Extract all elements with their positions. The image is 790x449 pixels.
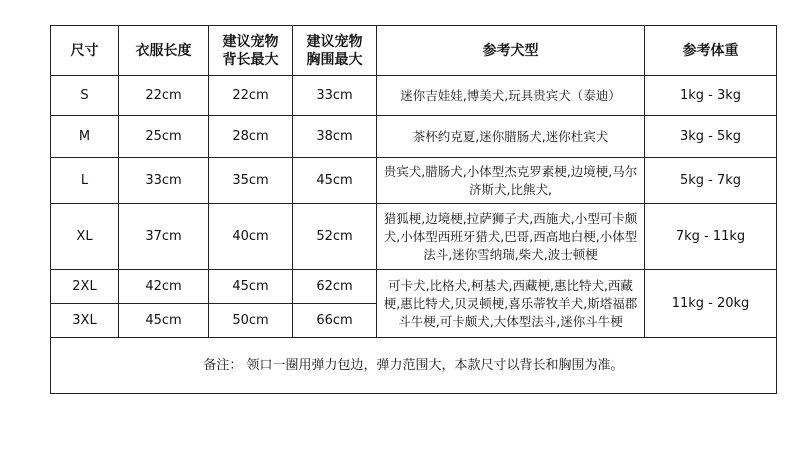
table-row	[51, 204, 777, 270]
header-back-length	[209, 26, 293, 76]
cell-chest: 52cm	[293, 204, 377, 270]
cell-chest: 45cm	[293, 158, 377, 204]
header-chest-line1: 建议宠物	[306, 33, 363, 50]
cell-weight-merged: 11kg - 20kg	[645, 270, 777, 338]
cell-length: 22cm	[119, 76, 209, 116]
cell-size: XL	[51, 204, 119, 270]
header-length: 衣服长度	[119, 26, 209, 76]
table-row	[51, 76, 777, 116]
cell-breed: 迷你吉娃娃,博美犬,玩具贵宾犬（泰迪）	[377, 76, 645, 116]
header-size: 尺寸	[51, 26, 119, 76]
cell-weight: 5kg - 7kg	[645, 158, 777, 204]
header-row	[51, 26, 777, 76]
cell-chest: 66cm	[293, 304, 377, 338]
cell-back: 22cm	[209, 76, 293, 116]
header-chest	[293, 26, 377, 76]
cell-back: 35cm	[209, 158, 293, 204]
cell-back: 45cm	[209, 270, 293, 304]
cell-breed: 贵宾犬,腊肠犬,小体型杰克罗素梗,边境梗,马尔济斯犬,比熊犬,	[377, 158, 645, 204]
cell-size: 2XL	[51, 270, 119, 304]
header-back-line1: 建议宠物	[222, 33, 279, 50]
cell-weight: 1kg - 3kg	[645, 76, 777, 116]
note-text: 备注： 领口一圈用弹力包边，弹力范围大，本款尺寸以背长和胸围为准。	[51, 338, 777, 394]
cell-length: 42cm	[119, 270, 209, 304]
table-row	[51, 158, 777, 204]
size-chart-table	[50, 25, 777, 394]
cell-weight: 7kg - 11kg	[645, 204, 777, 270]
cell-length: 37cm	[119, 204, 209, 270]
cell-breed-merged: 可卡犬,比格犬,柯基犬,西藏梗,惠比特犬,西藏梗,惠比特犬,贝灵顿梗,喜乐蒂牧羊犬,斯塔福郡斗牛梗,可卡颇犬,大体型法斗,迷你斗牛梗	[377, 270, 645, 338]
cell-chest: 62cm	[293, 270, 377, 304]
cell-length: 45cm	[119, 304, 209, 338]
header-weight: 参考体重	[645, 26, 777, 76]
cell-chest: 33cm	[293, 76, 377, 116]
cell-length: 25cm	[119, 116, 209, 158]
cell-breed: 茶杯约克夏,迷你腊肠犬,迷你杜宾犬	[377, 116, 645, 158]
cell-size: S	[51, 76, 119, 116]
cell-weight: 3kg - 5kg	[645, 116, 777, 158]
cell-size: L	[51, 158, 119, 204]
cell-back: 40cm	[209, 204, 293, 270]
table-row	[51, 270, 777, 304]
table-row	[51, 116, 777, 158]
cell-size: 3XL	[51, 304, 119, 338]
header-chest-line2: 胸围最大	[306, 51, 363, 68]
cell-chest: 38cm	[293, 116, 377, 158]
note-row	[51, 338, 777, 394]
cell-back: 50cm	[209, 304, 293, 338]
cell-back: 28cm	[209, 116, 293, 158]
header-back-line2: 背长最大	[222, 51, 279, 68]
cell-length: 33cm	[119, 158, 209, 204]
cell-size: M	[51, 116, 119, 158]
cell-breed: 猎狐梗,边境梗,拉萨狮子犬,西施犬,小型可卡颇犬,小体型西班牙猎犬,巴哥,西高地白梗,小体型法斗,迷你雪纳瑞,柴犬,波士顿梗	[377, 204, 645, 270]
header-breed: 参考犬型	[377, 26, 645, 76]
